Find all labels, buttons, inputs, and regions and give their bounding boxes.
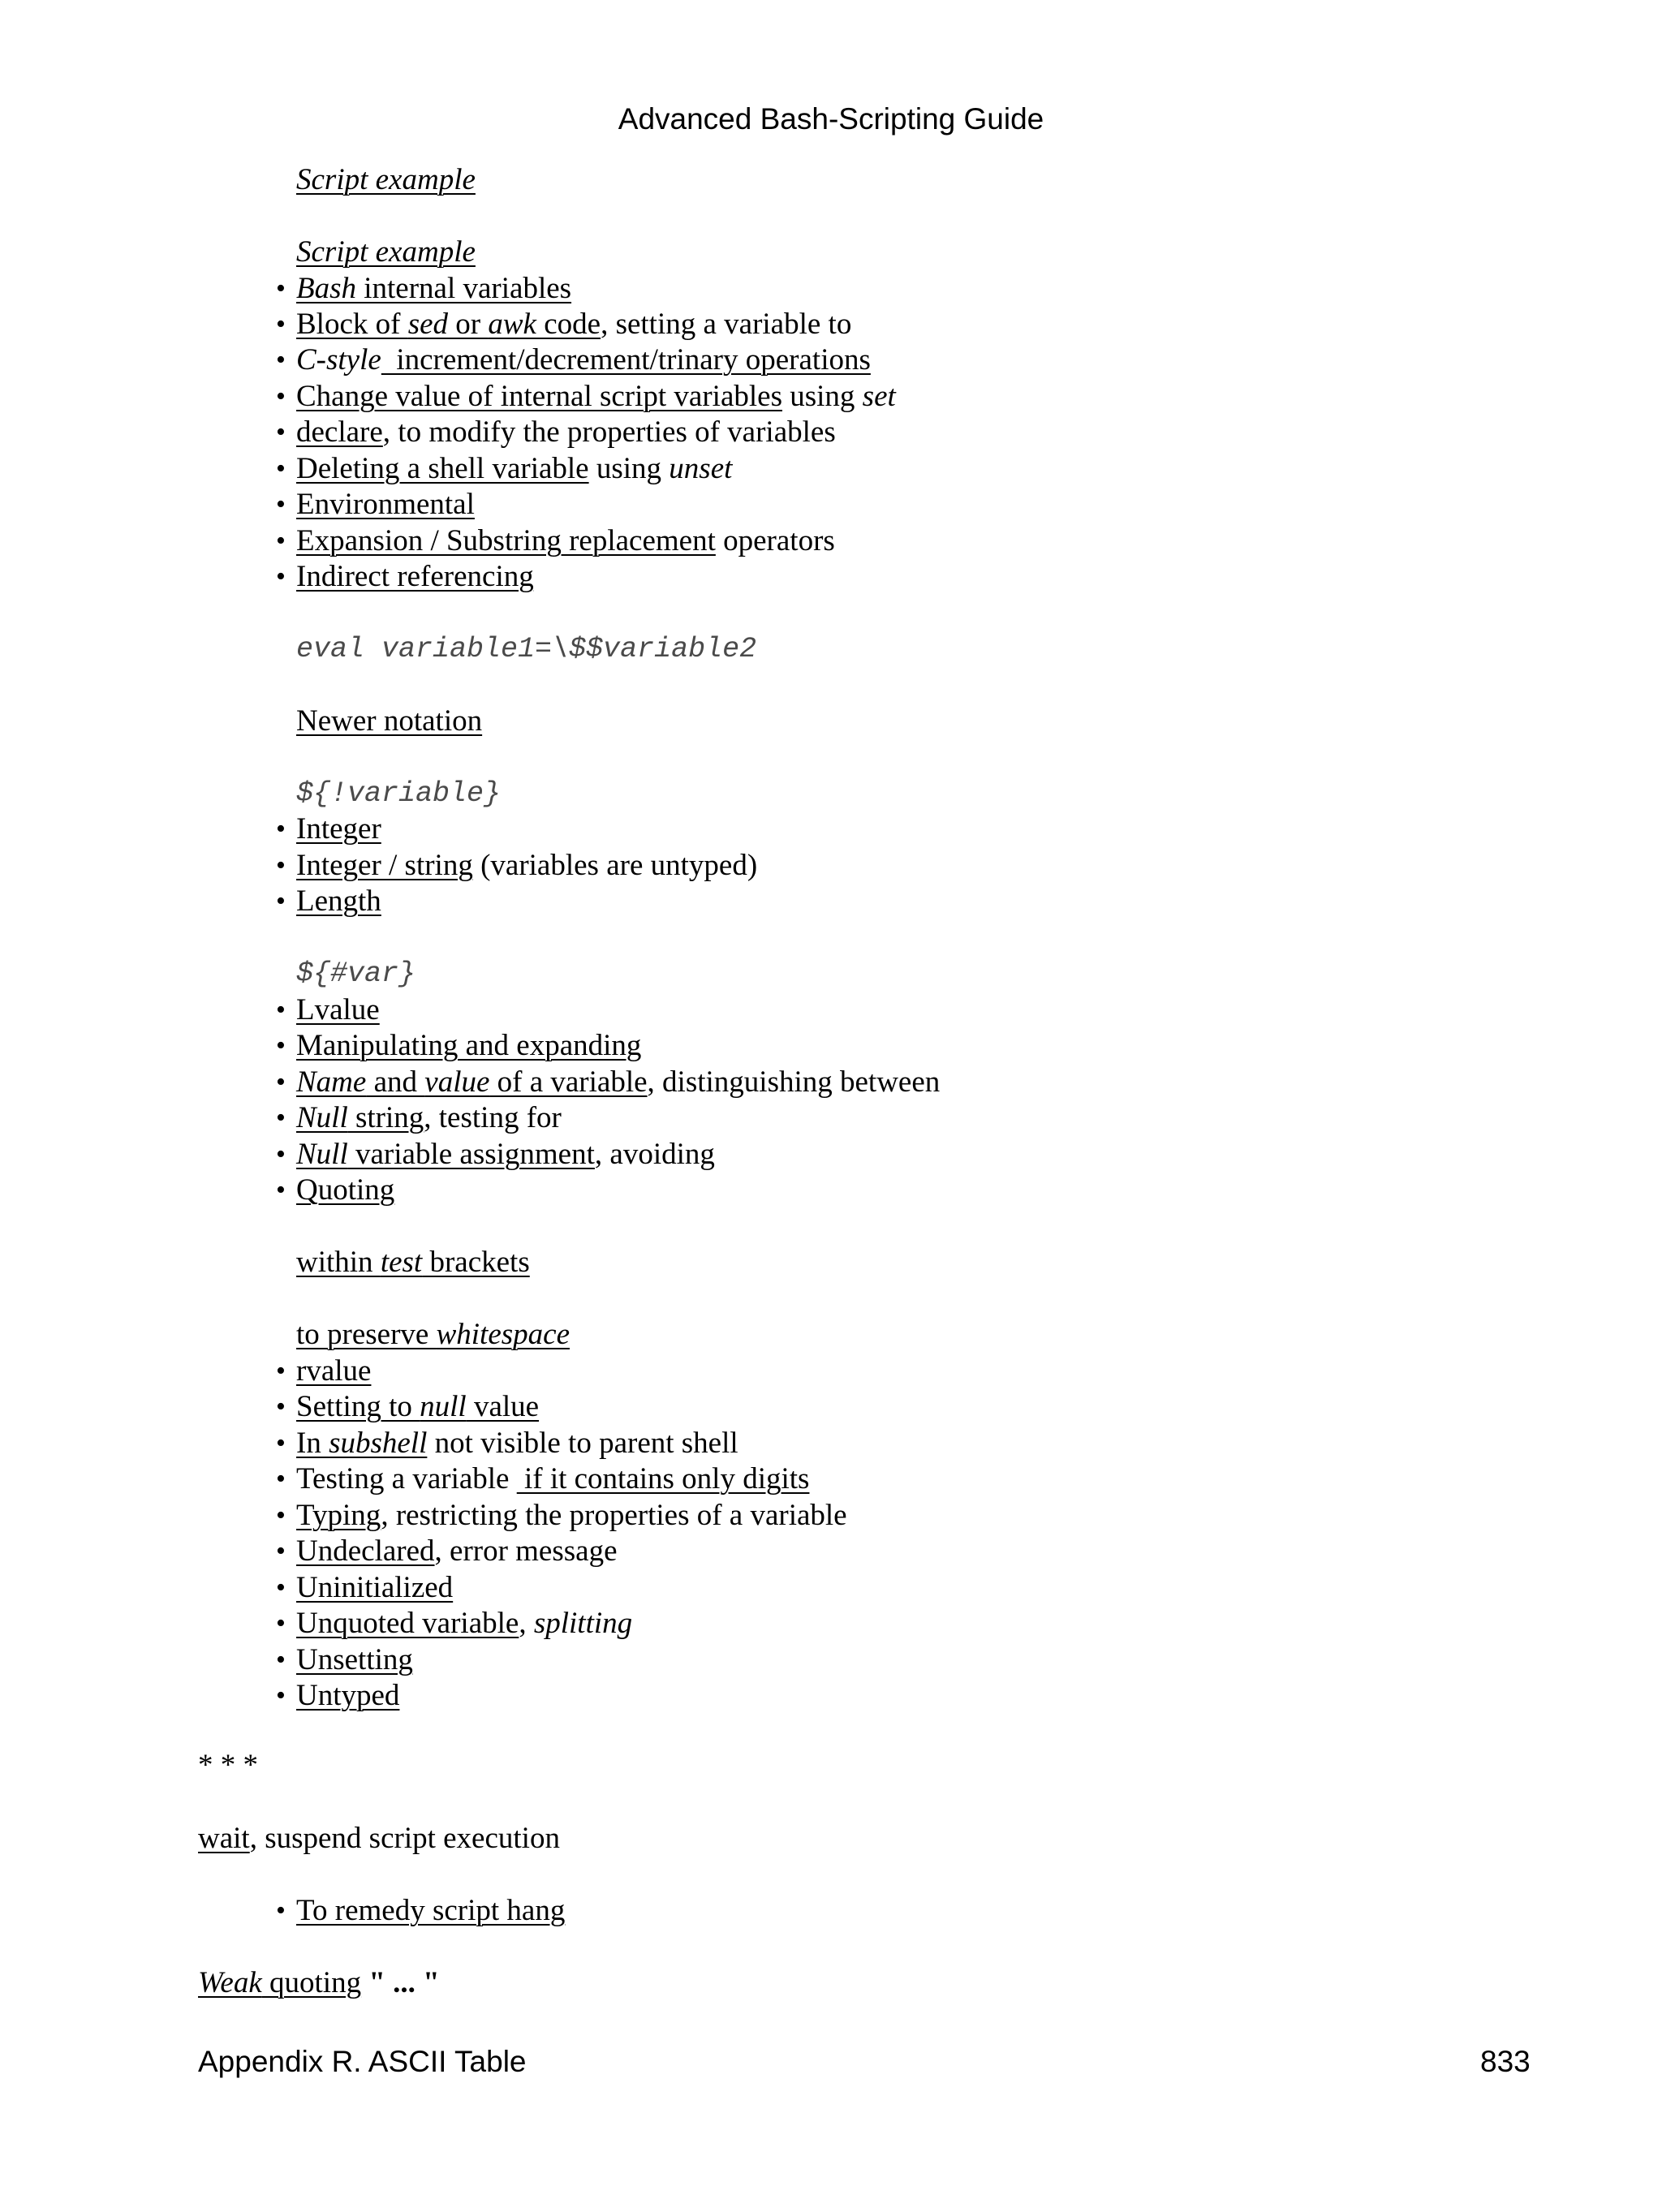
remedy-link[interactable]: To remedy script hang bbox=[296, 1894, 566, 1927]
script-example-2-text[interactable]: Script example bbox=[296, 235, 476, 269]
bullet: • bbox=[276, 1356, 286, 1386]
page-header-title: Advanced Bash-Scripting Guide bbox=[618, 102, 1044, 136]
null-text[interactable]: Null bbox=[296, 1101, 348, 1134]
link-within-test[interactable] bbox=[296, 1244, 530, 1281]
list-item-c-style[interactable] bbox=[296, 342, 871, 379]
awk-text[interactable]: awk bbox=[488, 308, 536, 341]
bullet: • bbox=[276, 1464, 286, 1494]
bullet: • bbox=[276, 309, 286, 339]
string-text[interactable]: string bbox=[347, 1101, 424, 1134]
setting-to-text[interactable]: Setting to bbox=[296, 1390, 420, 1423]
only-digits-link[interactable]: if it contains only digits bbox=[516, 1462, 810, 1495]
bullet: • bbox=[276, 1896, 286, 1926]
comma-text: , bbox=[519, 1607, 534, 1640]
name-text[interactable]: Name bbox=[296, 1065, 367, 1099]
list-item-testing-variable[interactable] bbox=[296, 1461, 809, 1498]
deleting-link[interactable]: Deleting a shell variable bbox=[296, 452, 589, 485]
list-item-bash-internal[interactable] bbox=[296, 270, 571, 308]
manipulating-link[interactable]: Manipulating and expanding bbox=[296, 1029, 642, 1062]
bullet: • bbox=[276, 489, 286, 519]
error-message-text: , error message bbox=[434, 1534, 618, 1568]
list-item-uninitialized[interactable] bbox=[296, 1569, 453, 1607]
list-item-rvalue[interactable] bbox=[296, 1353, 371, 1390]
bullet: • bbox=[276, 1103, 286, 1133]
bullet: • bbox=[276, 1428, 286, 1458]
untyped-link[interactable]: Untyped bbox=[296, 1679, 400, 1712]
set-text: set bbox=[862, 380, 896, 413]
rvalue-link[interactable]: rvalue bbox=[296, 1354, 372, 1388]
expansion-link[interactable]: Expansion / Substring replacement bbox=[296, 524, 716, 557]
bullet: • bbox=[276, 562, 286, 592]
bullet: • bbox=[276, 1067, 286, 1097]
script-example-1-text[interactable]: Script example bbox=[296, 163, 476, 196]
avoiding-text: , avoiding bbox=[594, 1138, 715, 1171]
in-text[interactable]: In bbox=[296, 1427, 329, 1460]
bullet: • bbox=[276, 381, 286, 411]
list-item-typing[interactable] bbox=[296, 1497, 847, 1534]
link-newer-notation[interactable] bbox=[296, 703, 482, 740]
bullet: • bbox=[276, 1031, 286, 1061]
unset-text: unset bbox=[669, 452, 733, 485]
c-style-text: C-style bbox=[296, 343, 381, 377]
section-separator: * * * bbox=[198, 1749, 258, 1782]
bullet: • bbox=[276, 1536, 286, 1566]
sed-text[interactable]: sed bbox=[407, 308, 449, 341]
operators-text: operators bbox=[715, 524, 835, 557]
list-item-null-string[interactable] bbox=[296, 1100, 562, 1137]
list-item-length[interactable] bbox=[296, 883, 381, 920]
block-of-text[interactable]: Block of bbox=[296, 308, 408, 341]
bullet: • bbox=[276, 454, 286, 484]
list-item-block-sed-awk[interactable] bbox=[296, 306, 851, 343]
null-text[interactable]: null bbox=[420, 1390, 467, 1423]
bullet: • bbox=[276, 886, 286, 916]
of-a-variable-text[interactable]: of a variable bbox=[489, 1065, 648, 1099]
quoting-text[interactable]: quoting bbox=[261, 1966, 362, 1999]
variable-assignment-text[interactable]: variable assignment bbox=[347, 1138, 595, 1171]
bullet: • bbox=[276, 1139, 286, 1169]
bullet: • bbox=[276, 345, 286, 375]
list-item-lvalue[interactable] bbox=[296, 992, 380, 1029]
list-item-integer-string[interactable] bbox=[296, 847, 757, 884]
value-text[interactable]: value bbox=[424, 1065, 490, 1099]
footer-chapter: Appendix R. ASCII Table bbox=[198, 2045, 527, 2078]
typing-link[interactable]: Typing bbox=[296, 1499, 381, 1532]
integer-string-link[interactable]: Integer / string bbox=[296, 849, 473, 882]
bullet: • bbox=[276, 1392, 286, 1422]
bullet: • bbox=[276, 273, 286, 303]
list-item-remedy[interactable] bbox=[296, 1892, 565, 1930]
list-item-deleting[interactable] bbox=[296, 450, 732, 488]
eval-code-line: eval variable1=\$$variable2 bbox=[296, 633, 757, 665]
using-text: using bbox=[781, 380, 863, 413]
value-text[interactable]: value bbox=[466, 1390, 540, 1423]
newer-notation-text[interactable]: Newer notation bbox=[296, 704, 483, 738]
list-item-manipulating[interactable] bbox=[296, 1027, 641, 1065]
list-item-unquoted[interactable] bbox=[296, 1605, 632, 1642]
list-item-environmental[interactable] bbox=[296, 486, 475, 523]
list-item-declare[interactable] bbox=[296, 414, 836, 451]
testing-a-variable-text: Testing a variable bbox=[296, 1462, 517, 1495]
unquoted-variable-link[interactable]: Unquoted variable bbox=[296, 1607, 519, 1640]
weak-text[interactable]: Weak bbox=[198, 1966, 262, 1999]
list-item-quoting[interactable] bbox=[296, 1172, 394, 1209]
suspend-text: , suspend script execution bbox=[249, 1822, 560, 1855]
list-item-expansion[interactable] bbox=[296, 523, 835, 560]
increment-link[interactable]: increment/decrement/trinary operations bbox=[381, 343, 871, 377]
link-preserve-whitespace[interactable] bbox=[296, 1316, 570, 1353]
code-text[interactable]: code bbox=[536, 308, 601, 341]
test-text[interactable]: test bbox=[380, 1246, 423, 1279]
bullet: • bbox=[276, 1608, 286, 1638]
whitespace-text[interactable]: whitespace bbox=[436, 1318, 570, 1351]
indirect-link[interactable]: Indirect referencing bbox=[296, 560, 534, 593]
restricting-text: , restricting the properties of a variable bbox=[381, 1499, 847, 1532]
bullet: • bbox=[276, 995, 286, 1025]
wait-link[interactable]: wait bbox=[198, 1822, 250, 1855]
length-link[interactable]: Length bbox=[296, 884, 381, 918]
bullet: • bbox=[276, 814, 286, 844]
not-visible-text: not visible to parent shell bbox=[427, 1427, 738, 1460]
list-item-undeclared[interactable] bbox=[296, 1533, 618, 1570]
list-item-integer[interactable] bbox=[296, 811, 381, 848]
brackets-text[interactable]: brackets bbox=[422, 1246, 530, 1279]
unsetting-link[interactable]: Unsetting bbox=[296, 1643, 413, 1676]
splitting-text: splitting bbox=[533, 1607, 633, 1640]
uninitialized-link[interactable]: Uninitialized bbox=[296, 1571, 454, 1604]
testing-for-text: , testing for bbox=[424, 1101, 562, 1134]
list-item-untyped[interactable] bbox=[296, 1677, 399, 1715]
untyped-note: (variables are untyped) bbox=[472, 849, 758, 882]
list-item-in-subshell[interactable] bbox=[296, 1425, 738, 1462]
setting-variable-text: , setting a variable to bbox=[601, 308, 852, 341]
to-preserve-text[interactable]: to preserve bbox=[296, 1318, 437, 1351]
bullet: • bbox=[276, 850, 286, 880]
list-item-indirect[interactable] bbox=[296, 558, 534, 596]
entry-weak-quoting[interactable] bbox=[198, 1965, 440, 2002]
hash-code-line: ${#var} bbox=[296, 958, 416, 990]
bullet: • bbox=[276, 1500, 286, 1530]
list-item-name-value[interactable] bbox=[296, 1064, 940, 1101]
bullet: • bbox=[276, 1175, 286, 1205]
list-item-null-variable[interactable] bbox=[296, 1136, 715, 1173]
quote-symbol-text: " ... " bbox=[361, 1966, 440, 1999]
declare-desc: , to modify the properties of variables bbox=[382, 415, 836, 449]
bullet: • bbox=[276, 417, 286, 447]
or-text[interactable]: or bbox=[448, 308, 489, 341]
null-text[interactable]: Null bbox=[296, 1138, 348, 1171]
entry-wait[interactable] bbox=[198, 1820, 560, 1857]
integer-link[interactable]: Integer bbox=[296, 812, 381, 846]
declare-link[interactable]: declare bbox=[296, 415, 383, 449]
lvalue-link[interactable]: Lvalue bbox=[296, 993, 380, 1026]
link-script-example-2[interactable] bbox=[296, 234, 476, 271]
bash-text[interactable]: Bash bbox=[296, 272, 356, 305]
bullet: • bbox=[276, 1645, 286, 1675]
distinguishing-text: , distinguishing between bbox=[647, 1065, 941, 1099]
quoting-link[interactable]: Quoting bbox=[296, 1173, 395, 1207]
bullet: • bbox=[276, 526, 286, 556]
list-item-change-value[interactable] bbox=[296, 378, 896, 415]
list-item-unsetting[interactable] bbox=[296, 1642, 413, 1679]
internal-variables-text[interactable]: internal variables bbox=[356, 272, 572, 305]
environmental-link[interactable]: Environmental bbox=[296, 488, 475, 521]
bullet: • bbox=[276, 1681, 286, 1711]
bullet: • bbox=[276, 1573, 286, 1603]
undeclared-link[interactable]: Undeclared bbox=[296, 1534, 435, 1568]
list-item-setting-null[interactable] bbox=[296, 1388, 539, 1426]
bang-code-line: ${!variable} bbox=[296, 777, 502, 810]
subshell-text[interactable]: subshell bbox=[329, 1427, 428, 1460]
using-text: using bbox=[588, 452, 670, 485]
link-script-example-1[interactable] bbox=[296, 161, 476, 199]
within-text[interactable]: within bbox=[296, 1246, 381, 1279]
and-text[interactable]: and bbox=[366, 1065, 425, 1099]
footer-page-number: 833 bbox=[1480, 2045, 1531, 2078]
change-value-link[interactable]: Change value of internal script variables bbox=[296, 380, 782, 413]
